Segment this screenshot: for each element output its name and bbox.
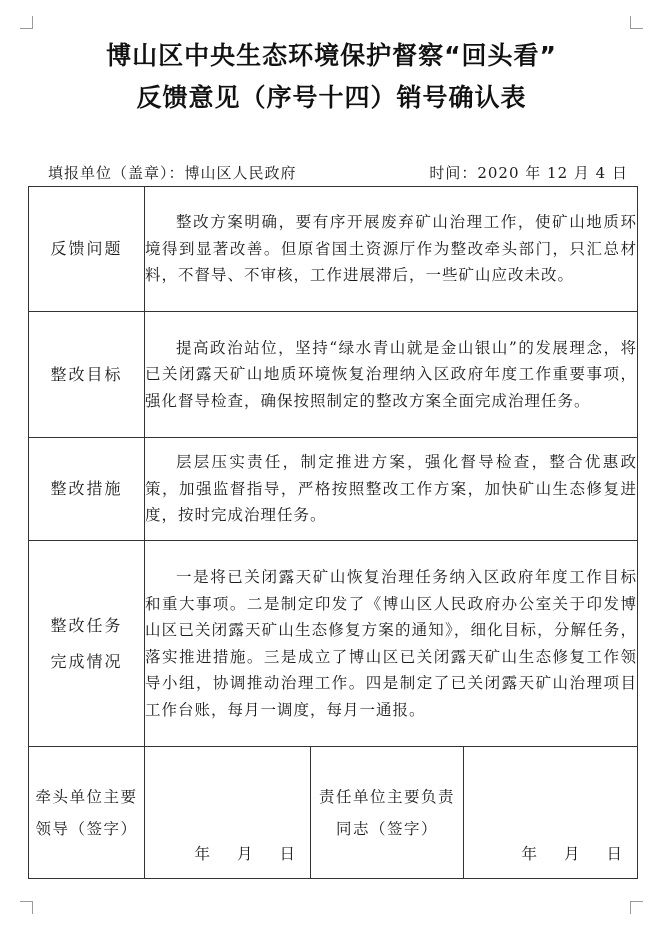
row-content-rectification-goal: [145, 312, 638, 438]
rectification-goal-text: 提高政治站位，坚持“绿水青山就是金山银山”的发展理念，将已关闭露天矿山地质环境恢复治理纳入区政府年度工作重要事项，强化督导检查，确保按照制定的整改方案全面完成治理任务。: [145, 338, 637, 410]
completion-label-line-1: 整改任务: [50, 615, 123, 635]
responsible-unit-signature-box: [464, 747, 638, 879]
crop-mark-top-right: [630, 16, 643, 29]
sign-year: 年: [194, 845, 211, 863]
row-label-feedback-issue: 反馈问题: [29, 187, 145, 312]
row-label-completion-status: [29, 541, 145, 747]
responsible-unit-sign-date: [495, 842, 623, 864]
rectification-measures-text: 层层压实责任，制定推进方案，强化督导检查，整合优惠政策，加强监督指导，严格按照整改工作方案，加快矿山生态修复进度，按时完成治理任务。: [145, 453, 637, 525]
table-row: [29, 541, 638, 747]
row-content-feedback-issue: [145, 187, 638, 312]
lead-unit-sign-date: [168, 842, 296, 864]
crop-mark-top-left: [20, 16, 33, 29]
lead-unit-leader-label: 牵头单位主要领导（签字）: [29, 747, 145, 879]
table-row: [29, 438, 638, 541]
crop-mark-bottom-right: [630, 901, 643, 914]
row-content-rectification-measures: [145, 438, 638, 541]
lead-unit-signature-box: [145, 747, 311, 879]
completion-status-text: 一是将已关闭露天矿山恢复治理任务纳入区政府年度工作目标和重大事项。二是制定印发了《博山区人民政府办公室关于印发博山区已关闭露天矿山生态修复方案的通知》，细化目标，分解任务，落实推进措施。三是成立了博山区已关闭露天矿山生态修复工作领导小组，协调推动治理工作。四是制定了已关闭露天矿山治理项目工作台账，每月一调度，每月一通报。: [145, 568, 637, 719]
sign-year: 年: [521, 845, 538, 863]
document-title-line-1: 博山区中央生态环境保护督察“回头看”: [106, 41, 557, 70]
row-content-completion-status: [145, 541, 638, 747]
completion-label-line-2: 完成情况: [50, 651, 123, 671]
table-row: [29, 312, 638, 438]
sign-day: 日: [279, 845, 296, 863]
sign-day: 日: [606, 845, 623, 863]
sign-month: 月: [563, 845, 581, 863]
report-date: 时间：2020 年 12 月 4 日: [429, 164, 628, 182]
document-title-line-2: 反馈意见（序号十四）销号确认表: [136, 83, 527, 112]
table-row: [29, 187, 638, 312]
signature-row: [29, 747, 638, 879]
row-label-rectification-measures: 整改措施: [29, 438, 145, 541]
feedback-issue-text: 整改方案明确，要有序开展废弃矿山治理工作，使矿山地质环境得到显著改善。但原省国土资源厅作为整改牵头部门，只汇总材料，不督导、不审核，工作进展滞后，一些矿山应改未改。: [145, 213, 637, 285]
form-meta: [48, 162, 628, 182]
row-label-rectification-goal: 整改目标: [29, 312, 145, 438]
crop-mark-bottom-left: [20, 901, 33, 914]
reporting-unit: 填报单位（盖章）：博山区人民政府: [48, 164, 297, 182]
sign-month: 月: [236, 845, 254, 863]
confirmation-table: [28, 186, 638, 879]
responsible-unit-leader-label: 责任单位主要负责同志（签字）: [311, 747, 464, 879]
